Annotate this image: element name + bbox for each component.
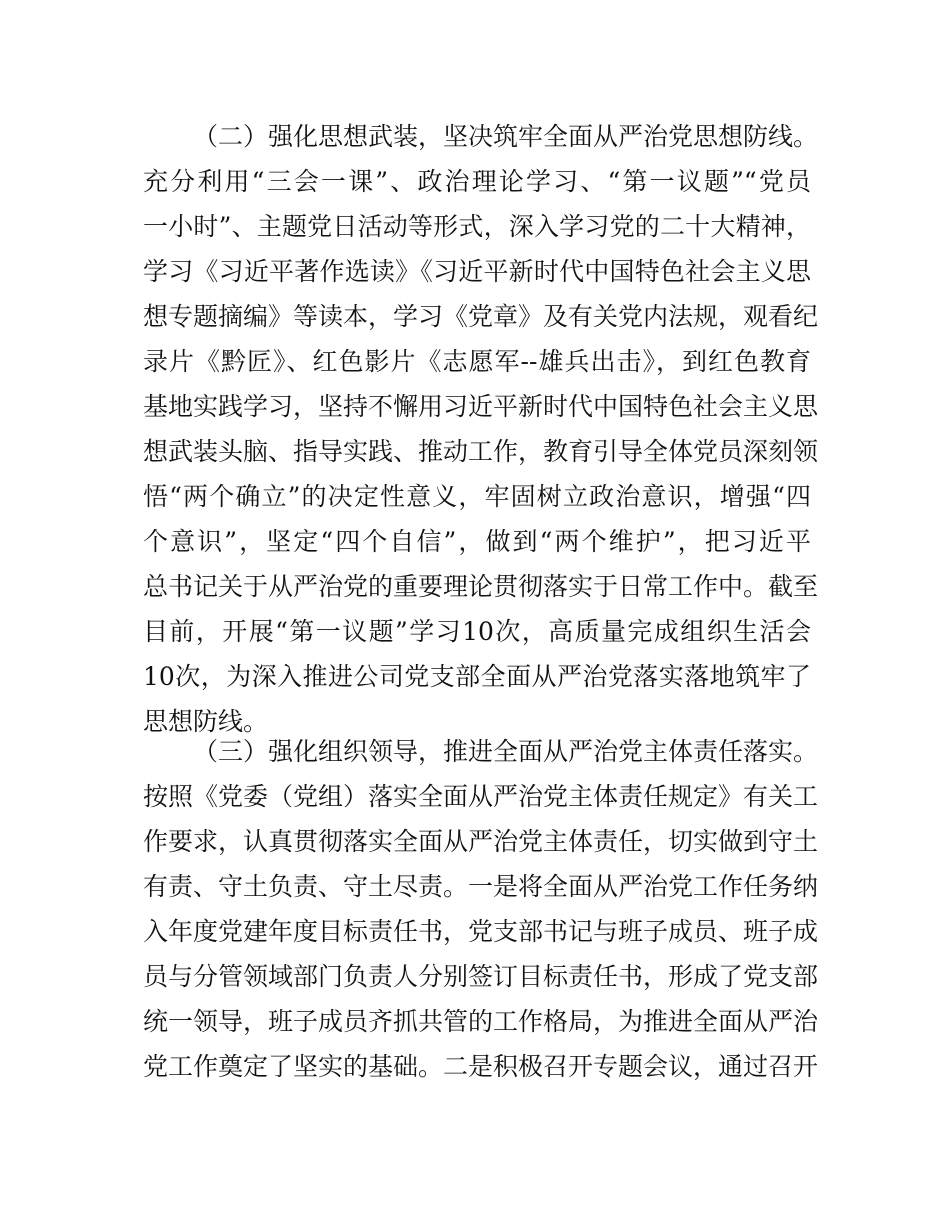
- paragraph-line: 总书记关于从严治党的重要理论贯彻落实于日常工作中。截至: [143, 572, 819, 601]
- paragraph-line: 个意识”，坚定“四个自信”，做到“两个维护”，把习近平: [143, 527, 811, 556]
- paragraph-line: 有责、守土负责、守土尽责。一是将全面从严治党工作任务纳: [143, 872, 819, 901]
- paragraph-line: 学习《习近平著作选读》《习近平新时代中国特色社会主义思: [143, 257, 811, 286]
- paragraph-line: 一小时”、主题党日活动等形式，深入学习党的二十大精神，: [143, 212, 811, 241]
- paragraph-line: 党工作奠定了坚实的基础。二是积极召开专题会议，通过召开: [143, 1052, 819, 1081]
- paragraph-line: 基地实践学习，坚持不懈用习近平新时代中国特色社会主义思: [143, 392, 819, 421]
- paragraph-line: 录片《黔匠》、红色影片《志愿军--雄兵出击》，到红色教育: [143, 347, 811, 376]
- paragraph-line: 充分利用“三会一课”、政治理论学习、“第一议题”“党员: [143, 167, 811, 196]
- paragraph-heading-line: （二）强化思想武装，坚决筑牢全面从严治党思想防线。: [193, 122, 819, 151]
- paragraph-line: 入年度党建年度目标责任书，党支部书记与班子成员、班子成: [143, 917, 819, 946]
- paragraph-ideological-armament: [143, 114, 819, 744]
- paragraph-line: 目前，开展“第一议题”学习10次，高质量完成组织生活会: [143, 617, 811, 646]
- paragraph-line: 统一领导，班子成员齐抓共管的工作格局，为推进全面从严治: [143, 1007, 819, 1036]
- paragraph-line: 作要求，认真贯彻落实全面从严治党主体责任，切实做到守土: [143, 827, 819, 856]
- paragraph-line: 想武装头脑、指导实践、推动工作，教育引导全体党员深刻领: [143, 437, 819, 466]
- paragraph-line: 悟“两个确立”的决定性意义，牢固树立政治意识，增强“四: [143, 482, 811, 511]
- paragraph-heading-line: （三）强化组织领导，推进全面从严治党主体责任落实。: [193, 737, 819, 766]
- paragraph-line: 按照《党委（党组）落实全面从严治党主体责任规定》有关工: [143, 782, 819, 811]
- paragraph-line: 10次，为深入推进公司党支部全面从严治党落实落地筑牢了: [143, 662, 811, 691]
- paragraph-line: 员与分管领域部门负责人分别签订目标责任书，形成了党支部: [143, 962, 819, 991]
- paragraph-line: 思想防线。: [143, 707, 269, 736]
- paragraph-organizational-leadership: [143, 729, 819, 1089]
- paragraph-line: 想专题摘编》等读本，学习《党章》及有关党内法规，观看纪: [143, 302, 819, 331]
